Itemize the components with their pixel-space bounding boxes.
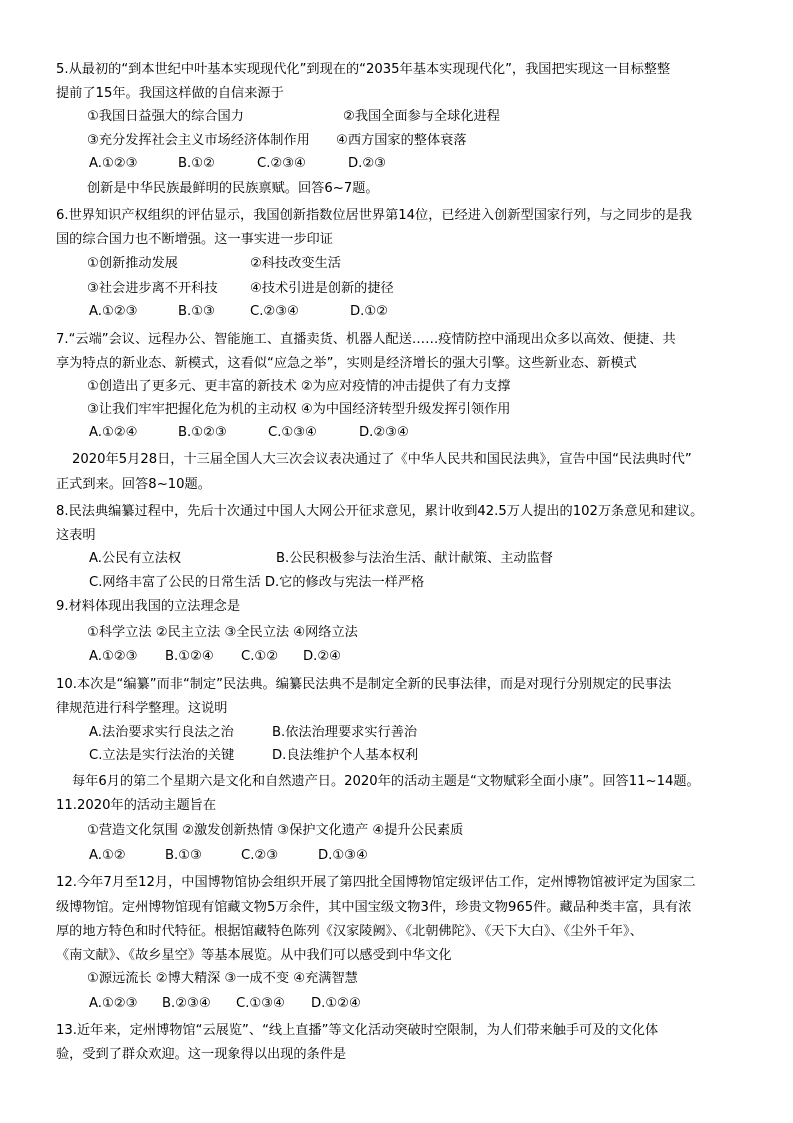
q5-choice-d: D.②③: [348, 156, 386, 171]
q7-stem-line-1: 7.“云端”会议、远程办公、智能施工、直播卖货、机器人配送……疫情防控中涌现出众多以高效、便捷、共: [56, 332, 676, 347]
q7-choice-c: C.①③④: [268, 425, 317, 440]
section-intro-6-7: 创新是中华民族最鲜明的民族禀赋。回答6~7题。: [87, 181, 379, 196]
q6-option-1: ①创新推动发展: [87, 256, 178, 271]
q9-choice-b: B.①②④: [165, 649, 214, 664]
q9-options: ①科学立法 ②民主立法 ③全民立法 ④网络立法: [87, 625, 358, 640]
q6-choice-b: B.①③: [178, 304, 215, 319]
q7-stem-line-2: 享为特点的新业态、新模式，这看似“应急之举”，实则是经济增长的强大引擎。这些新业态、新模式: [56, 356, 637, 371]
q5-choice-c: C.②③④: [257, 156, 306, 171]
q6-stem-line-1: 6.世界知识产权组织的评估显示，我国创新指数位居世界第14位，已经进入创新型国家行列，与之同步的是我: [56, 208, 692, 223]
q10-stem-line-2: 律规范进行科学整理。这说明: [56, 701, 228, 716]
q8-option-b: B.公民积极参与法治生活、献计献策、主动监督: [276, 551, 553, 566]
q6-option-3: ③社会进步离不开科技: [87, 281, 218, 296]
q5-option-1: ①我国日益强大的综合国力: [87, 109, 244, 124]
q7-choice-b: B.①②③: [178, 425, 227, 440]
q11-choice-d: D.①③④: [318, 848, 368, 863]
q11-choice-b: B.①③: [165, 848, 202, 863]
q5-stem-line-2: 提前了15年。我国这样做的自信来源于: [56, 86, 284, 101]
q11-stem: 11.2020年的活动主题旨在: [56, 798, 217, 813]
q12-stem-line-1: 12.今年7月至12月，中国博物馆协会组织开展了第四批全国博物馆定级评估工作，定州博物馆被评定为国家二: [56, 875, 696, 890]
q5-stem-line-1: 5.从最初的“到本世纪中叶基本实现现代化”到现在的“2035年基本实现现代化”，我国把实现这一目标整整: [56, 62, 671, 77]
q6-option-2: ②科技改变生活: [250, 256, 341, 271]
q9-choice-c: C.①②: [241, 649, 279, 664]
q11-choice-c: C.②③: [241, 848, 279, 863]
q12-choice-d: D.①②④: [311, 996, 361, 1011]
q12-choice-c: C.①③④: [236, 996, 285, 1011]
q6-choice-d: D.①②: [350, 304, 388, 319]
q12-stem-line-2: 级博物馆。定州博物馆现有馆藏文物5万余件，其中国宝级文物3件，珍贵文物965件。藏品种类丰富，具有浓: [56, 900, 692, 915]
q11-options: ①营造文化氛围 ②激发创新热情 ③保护文化遗产 ④提升公民素质: [87, 823, 464, 838]
q13-stem-line-1: 13.近年来，定州博物馆“云展览”、“线上直播”等文化活动突破时空限制，为人们带来触手可及的文化体: [56, 1023, 659, 1038]
q10-option-c: C.立法是实行法治的关键: [89, 748, 235, 763]
q6-stem-line-2: 国的综合国力也不断增强。这一事实进一步印证: [56, 232, 333, 247]
q9-choice-d: D.②④: [303, 649, 341, 664]
q7-options-1-2: ①创造出了更多元、更丰富的新技术 ②为应对疫情的冲击提供了有力支撑: [87, 379, 511, 394]
q10-option-b: B.依法治理要求实行善治: [272, 725, 418, 740]
section-intro-11-14: 每年6月的第二个星期六是文化和自然遗产日。2020年的活动主题是“文物赋彩全面小康”。回答11~14题。: [72, 774, 700, 789]
q6-option-4: ④技术引进是创新的捷径: [250, 281, 394, 296]
q9-choice-a: A.①②③: [89, 649, 138, 664]
section-intro-8-10-line-1: 2020年5月28日，十三届全国人大三次会议表决通过了《中华人民共和国民法典》，宣告中国“民法典时代”: [72, 452, 692, 467]
q9-stem: 9.材料体现出我国的立法理念是: [56, 599, 241, 614]
q5-choice-b: B.①②: [178, 156, 215, 171]
q10-option-a: A.法治要求实行良法之治: [89, 725, 234, 740]
section-intro-8-10-line-2: 正式到来。回答8~10题。: [56, 477, 211, 492]
q6-choice-c: C.②③④: [250, 304, 299, 319]
q12-choice-a: A.①②③: [89, 996, 138, 1011]
q12-stem-line-4: 《南文献》、《故乡星空》等基本展览。从中我们可以感受到中华文化: [56, 948, 452, 963]
q5-option-2: ②我国全面参与全球化进程: [343, 109, 500, 124]
q8-option-a: A.公民有立法权: [89, 551, 182, 566]
q10-option-d: D.良法维护个人基本权利: [272, 748, 419, 763]
q13-stem-line-2: 验，受到了群众欢迎。这一现象得以出现的条件是: [56, 1047, 347, 1062]
q8-stem-line-2: 这表明: [56, 528, 96, 543]
q12-options: ①源远流长 ②博大精深 ③一成不变 ④充满智慧: [87, 971, 358, 986]
q5-option-3: ③充分发挥社会主义市场经济体制作用: [87, 133, 310, 148]
q12-stem-line-3: 厚的地方特色和时代特征。根据馆藏特色陈列《汉家陵阙》、《北朝佛陀》、《天下大白》、《尘外千年》、: [56, 924, 643, 939]
q12-choice-b: B.②③④: [162, 996, 211, 1011]
q5-option-4: ④西方国家的整体衰落: [336, 133, 467, 148]
q5-choice-a: A.①②③: [89, 156, 138, 171]
q7-choice-a: A.①②④: [89, 425, 138, 440]
q6-choice-a: A.①②③: [89, 304, 138, 319]
q10-stem-line-1: 10.本次是“编纂”而非“制定”民法典。编纂民法典不是制定全新的民事法律，而是对现行分别规定的民事法: [56, 677, 672, 692]
q7-choice-d: D.②③④: [359, 425, 409, 440]
q8-options-c-d: C.网络丰富了公民的日常生活 D.它的修改与宪法一样严格: [89, 575, 425, 590]
q7-options-3-4: ③让我们牢牢把握化危为机的主动权 ④为中国经济转型升级发挥引领作用: [87, 402, 511, 417]
q11-choice-a: A.①②: [89, 848, 126, 863]
q8-stem-line-1: 8.民法典编纂过程中，先后十次通过中国人大网公开征求意见，累计收到42.5万人提出的102万条意见和建议。: [56, 504, 704, 519]
